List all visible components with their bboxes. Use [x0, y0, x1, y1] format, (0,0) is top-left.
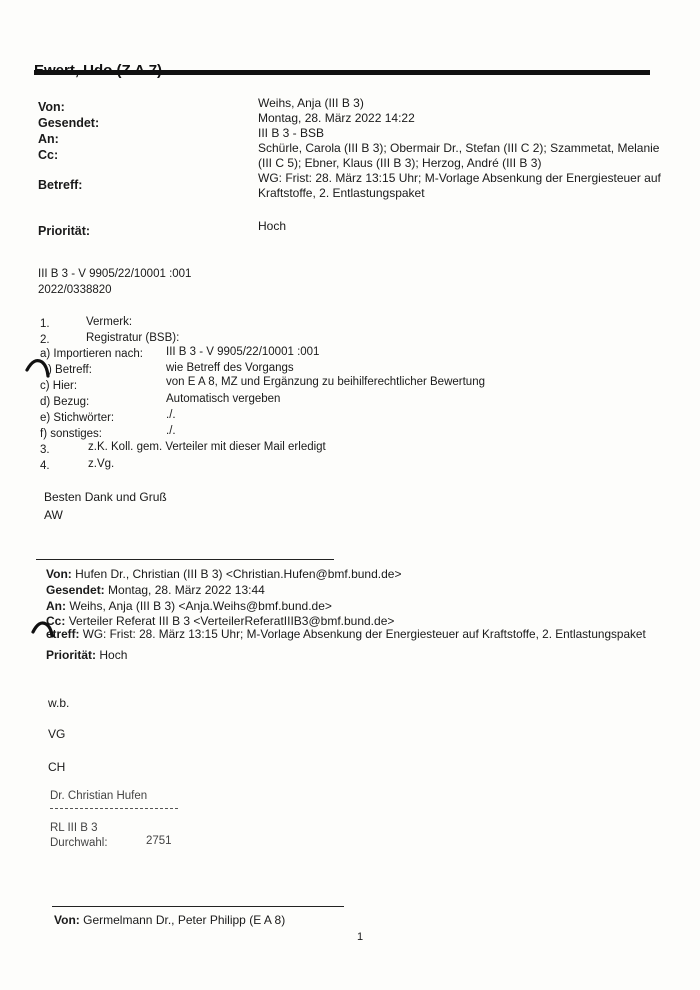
subject-value-line1: WG: Frist: 28. März 13:15 Uhr; M-Vorlage Absenkung der Energiesteuer auf — [258, 171, 661, 185]
third-from-value: Germelmann Dr., Peter Philipp (E A 8) — [83, 913, 286, 927]
quoted-priority-value: Hoch — [99, 648, 128, 662]
priority-label: Priorität: — [38, 224, 91, 238]
from-value: Weihs, Anja (III B 3) — [258, 96, 364, 110]
quoted-sent-value: Montag, 28. März 2022 13:44 — [108, 583, 265, 597]
page-number: 1 — [357, 931, 364, 943]
third-from-label: Von: — [54, 913, 80, 927]
quoted-subject-label: etreff: — [46, 627, 80, 641]
from-label: Von: — [38, 100, 65, 114]
to-value: III B 3 - BSB — [258, 126, 325, 140]
quoted-to-label: An: — [46, 599, 66, 613]
file-reference: III B 3 - V 9905/22/10001 :001 — [38, 268, 192, 280]
item-number-1: 1. — [40, 318, 50, 330]
document-number: 2022/0338820 — [38, 284, 112, 296]
quoted-from-label: Von: — [46, 567, 72, 581]
quoted-cc-line — [46, 614, 394, 628]
sub-label-b: ) Betreff: — [48, 364, 92, 376]
sender-initials: AW — [44, 508, 63, 522]
quote-separator-2 — [52, 906, 344, 907]
sub-label-e: e) Stichwörter: — [40, 412, 115, 424]
body-text-ch: CH — [48, 760, 66, 774]
sub-value-b: wie Betreff des Vorgangs — [166, 362, 294, 374]
quoted-cc-value: Verteiler Referat III B 3 <VerteilerReferatIIIB3@bmf.bund.de> — [68, 614, 395, 628]
sub-value-d: Automatisch vergeben — [166, 393, 281, 405]
quoted-subject-value: WG: Frist: 28. März 13:15 Uhr; M-Vorlage Absenkung der Energiesteuer auf Kraftstoffe, 2. Entlastungspaket — [82, 627, 646, 641]
quoted-from-value: Hufen Dr., Christian (III B 3) <Christian.Hufen@bmf.bund.de> — [75, 567, 402, 581]
signature-dashed-rule — [50, 808, 178, 809]
header-rule — [34, 70, 650, 75]
quoted-sent-label: Gesendet: — [46, 583, 105, 597]
quoted-priority-label: Priorität: — [46, 648, 97, 662]
item-text-2: Registratur (BSB): — [86, 332, 180, 344]
sub-value-f: ./. — [166, 425, 176, 437]
signature-name: Dr. Christian Hufen — [50, 790, 148, 802]
sent-label: Gesendet: — [38, 116, 100, 130]
sub-label-a: a) Importieren nach: — [40, 348, 143, 360]
cc-value-line2: (III C 5); Ebner, Klaus (III B 3); Herzog, André (III B 3) — [258, 156, 542, 170]
sub-label-d: d) Bezug: — [40, 396, 90, 408]
quoted-to-line — [46, 599, 332, 613]
sub-value-e: ./. — [166, 409, 176, 421]
item-text-4: z.Vg. — [88, 458, 115, 470]
item-number-4: 4. — [40, 460, 50, 472]
quote-separator-1 — [36, 559, 334, 560]
body-text-vg: VG — [48, 727, 66, 741]
signature-department: RL III B 3 — [50, 822, 98, 834]
quoted-sent-line — [46, 583, 265, 597]
body-text-wb: w.b. — [48, 696, 70, 710]
priority-value: Hoch — [258, 219, 287, 233]
quoted-subject-line — [46, 627, 646, 641]
pen-mark-icon — [30, 616, 56, 640]
item-number-2: 2. — [40, 334, 50, 346]
subject-label: Betreff: — [38, 178, 83, 192]
sub-label-c: c) Hier: — [40, 380, 78, 392]
pen-mark-icon — [24, 352, 52, 380]
cc-value-line1: Schürle, Carola (III B 3); Obermair Dr., Stefan (III C 2); Szammetat, Melanie — [258, 141, 660, 155]
item-number-3: 3. — [40, 444, 50, 456]
sub-value-a: III B 3 - V 9905/22/10001 :001 — [166, 346, 320, 358]
quoted-to-value: Weihs, Anja (III B 3) <Anja.Weihs@bmf.bund.de> — [69, 599, 332, 613]
quoted-from-line — [46, 567, 401, 581]
subject-value-line2: Kraftstoffe, 2. Entlastungspaket — [258, 186, 425, 200]
cc-label: Cc: — [38, 148, 59, 162]
to-label: An: — [38, 132, 59, 146]
quoted-cc-label: Cc: — [46, 614, 66, 628]
sub-label-f: f) sonstiges: — [40, 428, 102, 440]
item-text-1: Vermerk: — [86, 316, 133, 328]
signature-phone-label: Durchwahl: — [50, 837, 108, 849]
sub-value-c: von E A 8, MZ und Ergänzung zu beihilferechtlicher Bewertung — [166, 376, 485, 388]
sent-value: Montag, 28. März 2022 14:22 — [258, 111, 415, 125]
third-from-line — [54, 913, 285, 927]
quoted-priority-line — [46, 648, 127, 662]
closing-greeting: Besten Dank und Gruß — [44, 490, 167, 504]
item-text-3: z.K. Koll. gem. Verteiler mit dieser Mail erledigt — [88, 441, 326, 453]
signature-phone: 2751 — [146, 835, 172, 847]
